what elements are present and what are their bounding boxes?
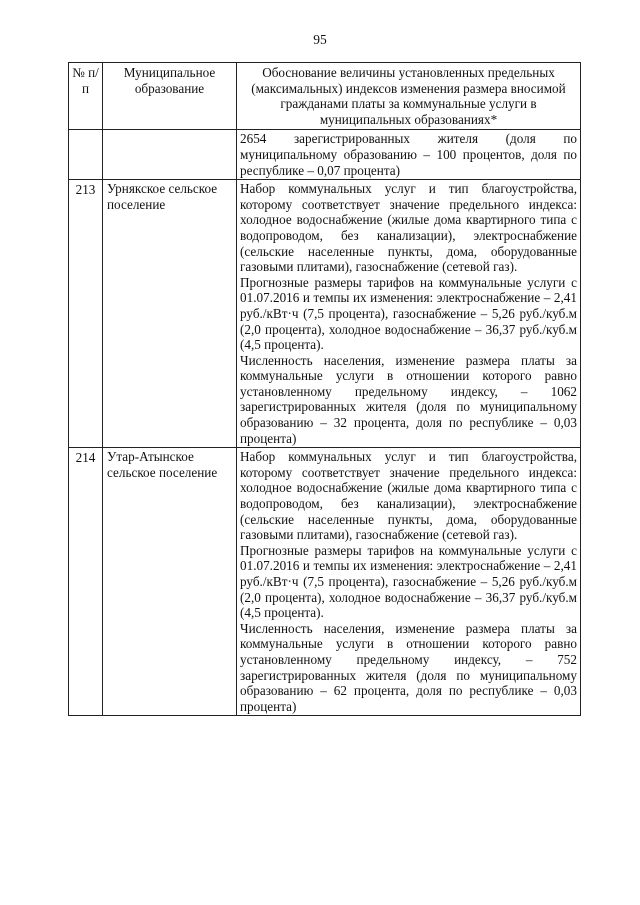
paragraph: Численность населения, изменение размера платы за коммунальные услуги в отношении которого равно установленному предельному индексу, – 1062 зарегистрированных жителя (доля по муниципальному образованию – 32 процента, доля по республике – 0,03 процента) bbox=[240, 352, 577, 446]
row-number: 214 bbox=[69, 448, 103, 716]
page-number: 95 bbox=[313, 32, 327, 47]
row-justification bbox=[237, 180, 581, 448]
row-justification bbox=[237, 448, 581, 716]
table-row bbox=[69, 448, 581, 716]
row-municipality: Утар-Атынское сельское поселение bbox=[103, 448, 237, 716]
row-municipality: Урнякское сельское поселение bbox=[103, 180, 237, 448]
table-header-row bbox=[69, 63, 581, 130]
paragraph: Прогнозные размеры тарифов на коммунальные услуги с 01.07.2016 и темпы их изменения: электроснабжение – 2,41 руб./кВт·ч (7,5 процента), газоснабжение – 5,26 руб./куб.м (2,0 процента), холодное водоснабжение – 36,37 руб./куб.м (4,5 процента). bbox=[240, 274, 577, 353]
row-number: 213 bbox=[69, 180, 103, 448]
paragraph: Набор коммунальных услуг и тип благоустройства, которому соответствует значение предельного индекса: холодное водоснабжение (жилые дома квартирного типа с водопроводом, без канализации), электроснабжение (сельские населенные пункты, дома, оборудованные газовыми плитами), газоснабжение (сетевой газ). bbox=[240, 181, 577, 275]
header-justification: Обоснование величины установленных предельных (максимальных) индексов изменения размера вносимой гражданами платы за коммунальные услуги в муниципальных образованиях* bbox=[237, 63, 581, 130]
table-row bbox=[69, 180, 581, 448]
row-municipality bbox=[103, 130, 237, 180]
paragraph: Численность населения, изменение размера платы за коммунальные услуги в отношении которого равно установленному предельному индексу, – 752 зарегистрированных жителя (доля по муниципальному образованию – 62 процента, доля по республике – 0,03 процента) bbox=[240, 620, 577, 714]
paragraph: Набор коммунальных услуг и тип благоустройства, которому соответствует значение предельного индекса: холодное водоснабжение (жилые дома квартирного типа с водопроводом, без канализации), электроснабжение (сельские населенные пункты, дома, оборудованные газовыми плитами), газоснабжение (сетевой газ). bbox=[240, 449, 577, 543]
header-num: № п/п bbox=[69, 63, 103, 130]
tariff-index-table bbox=[68, 62, 581, 716]
header-municipality: Муниципальное образование bbox=[103, 63, 237, 130]
paragraph: Прогнозные размеры тарифов на коммунальные услуги с 01.07.2016 и темпы их изменения: электроснабжение – 2,41 руб./кВт·ч (7,5 процента), газоснабжение – 5,26 руб./куб.м (2,0 процента), холодное водоснабжение – 36,37 руб./куб.м (4,5 процента). bbox=[240, 542, 577, 621]
paragraph: 2654 зарегистрированных жителя (доля по муниципальному образованию – 100 процентов, доля по республике – 0,07 процента) bbox=[240, 131, 577, 178]
table-row bbox=[69, 130, 581, 180]
row-number bbox=[69, 130, 103, 180]
row-justification bbox=[237, 130, 581, 180]
